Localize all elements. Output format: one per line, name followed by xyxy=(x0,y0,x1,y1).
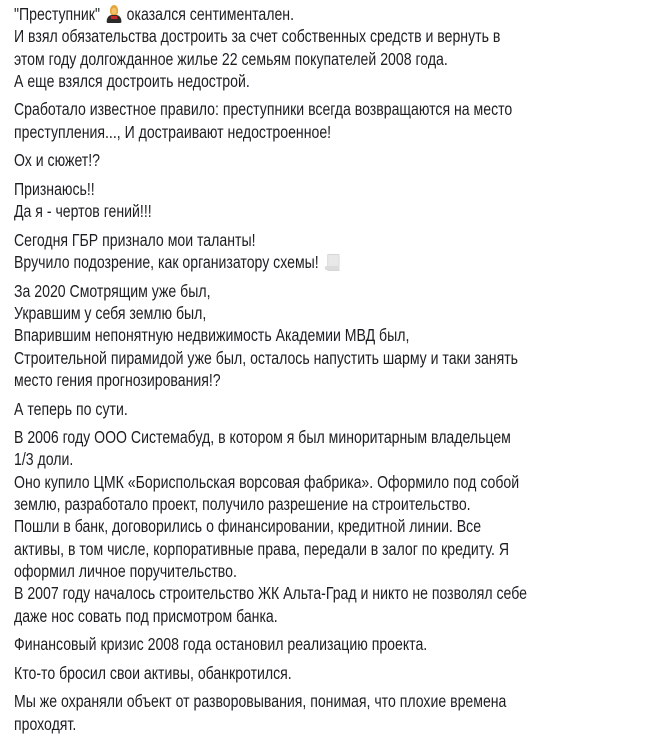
text-line: Ох и сюжет!? xyxy=(14,150,101,171)
text-line: Пошли в банк, договорились о финансировании, кредитной линии. Все xyxy=(14,516,482,537)
text-line: место гения прогнозирования!? xyxy=(14,369,221,390)
text-line: Впарившим непонятную недвижимость Академии МВД был, xyxy=(14,325,410,346)
text-line: Да я - чертов гений!!! xyxy=(14,201,152,222)
text-line: оформил личное поручительство. xyxy=(14,560,237,581)
paragraph-intro xyxy=(14,3,637,92)
text-line: А теперь по сути. xyxy=(14,398,128,419)
text-line: А еще взялся достроить недострой. xyxy=(14,70,250,91)
text-line: преступления..., И достраивают недостроенное! xyxy=(14,121,332,142)
scroll-emoji-icon xyxy=(324,253,340,271)
paragraph xyxy=(14,690,637,735)
paragraph xyxy=(14,426,637,627)
text-line: этом году долгожданное жилье 22 семьям покупателей 2008 года. xyxy=(14,48,448,69)
text-line: Признаюсь!! xyxy=(14,178,95,199)
post-text xyxy=(14,3,637,741)
paragraph xyxy=(14,178,637,223)
paragraph xyxy=(14,98,637,143)
text-line: Мы же охраняли объект от разворовывания, понимая, что плохие времена xyxy=(14,691,507,712)
text-line: даже нос совать под присмотром банка. xyxy=(14,605,278,626)
text-line: 1/3 доли. xyxy=(14,449,74,470)
text-line: проходят. xyxy=(14,713,77,734)
paragraph xyxy=(14,229,637,274)
text-line: Финансовый кризис 2008 года остановил реализацию проекта. xyxy=(14,634,428,655)
paragraph xyxy=(14,280,637,391)
text-line: Вручило подозрение, как организатору схемы! xyxy=(14,251,637,273)
text-line: Сегодня ГБР признало мои таланты! xyxy=(14,229,256,250)
text-line: Укравшим у себя землю был, xyxy=(14,303,207,324)
text-line: И взял обязательства достроить за счет собственных средств и вернуть в xyxy=(14,26,501,47)
ninja-emoji-icon xyxy=(106,4,122,23)
text-line: В 2007 году началось строительство ЖК Альта-Град и никто не позволял себе xyxy=(14,583,527,604)
text-line: Строительной пирамидой уже был, осталось напустить шарму и таки занять xyxy=(14,347,519,368)
text-line: В 2006 году ООО Системабуд, в котором я был миноритарным владельцем xyxy=(14,427,511,448)
paragraph xyxy=(14,398,637,420)
text-line: Кто-то бросил свои активы, обанкротился. xyxy=(14,662,292,683)
paragraph xyxy=(14,633,637,655)
paragraph xyxy=(14,149,637,171)
text-line: Оно купило ЦМК «Бориспольская ворсовая фабрика». Оформило под собой xyxy=(14,471,520,492)
paragraph xyxy=(14,662,637,684)
text-line: землю, разработало проект, получило разрешение на строительство. xyxy=(14,494,471,515)
text-line: активы, в том числе, корпоративные права, передали в залог по кредиту. Я xyxy=(14,538,510,559)
text-line: Сработало известное правило: преступники всегда возвращаются на место xyxy=(14,99,513,120)
text-line: "Преступник" оказался сентиментален. xyxy=(14,4,295,24)
text-line: За 2020 Смотрящим уже был, xyxy=(14,280,211,301)
